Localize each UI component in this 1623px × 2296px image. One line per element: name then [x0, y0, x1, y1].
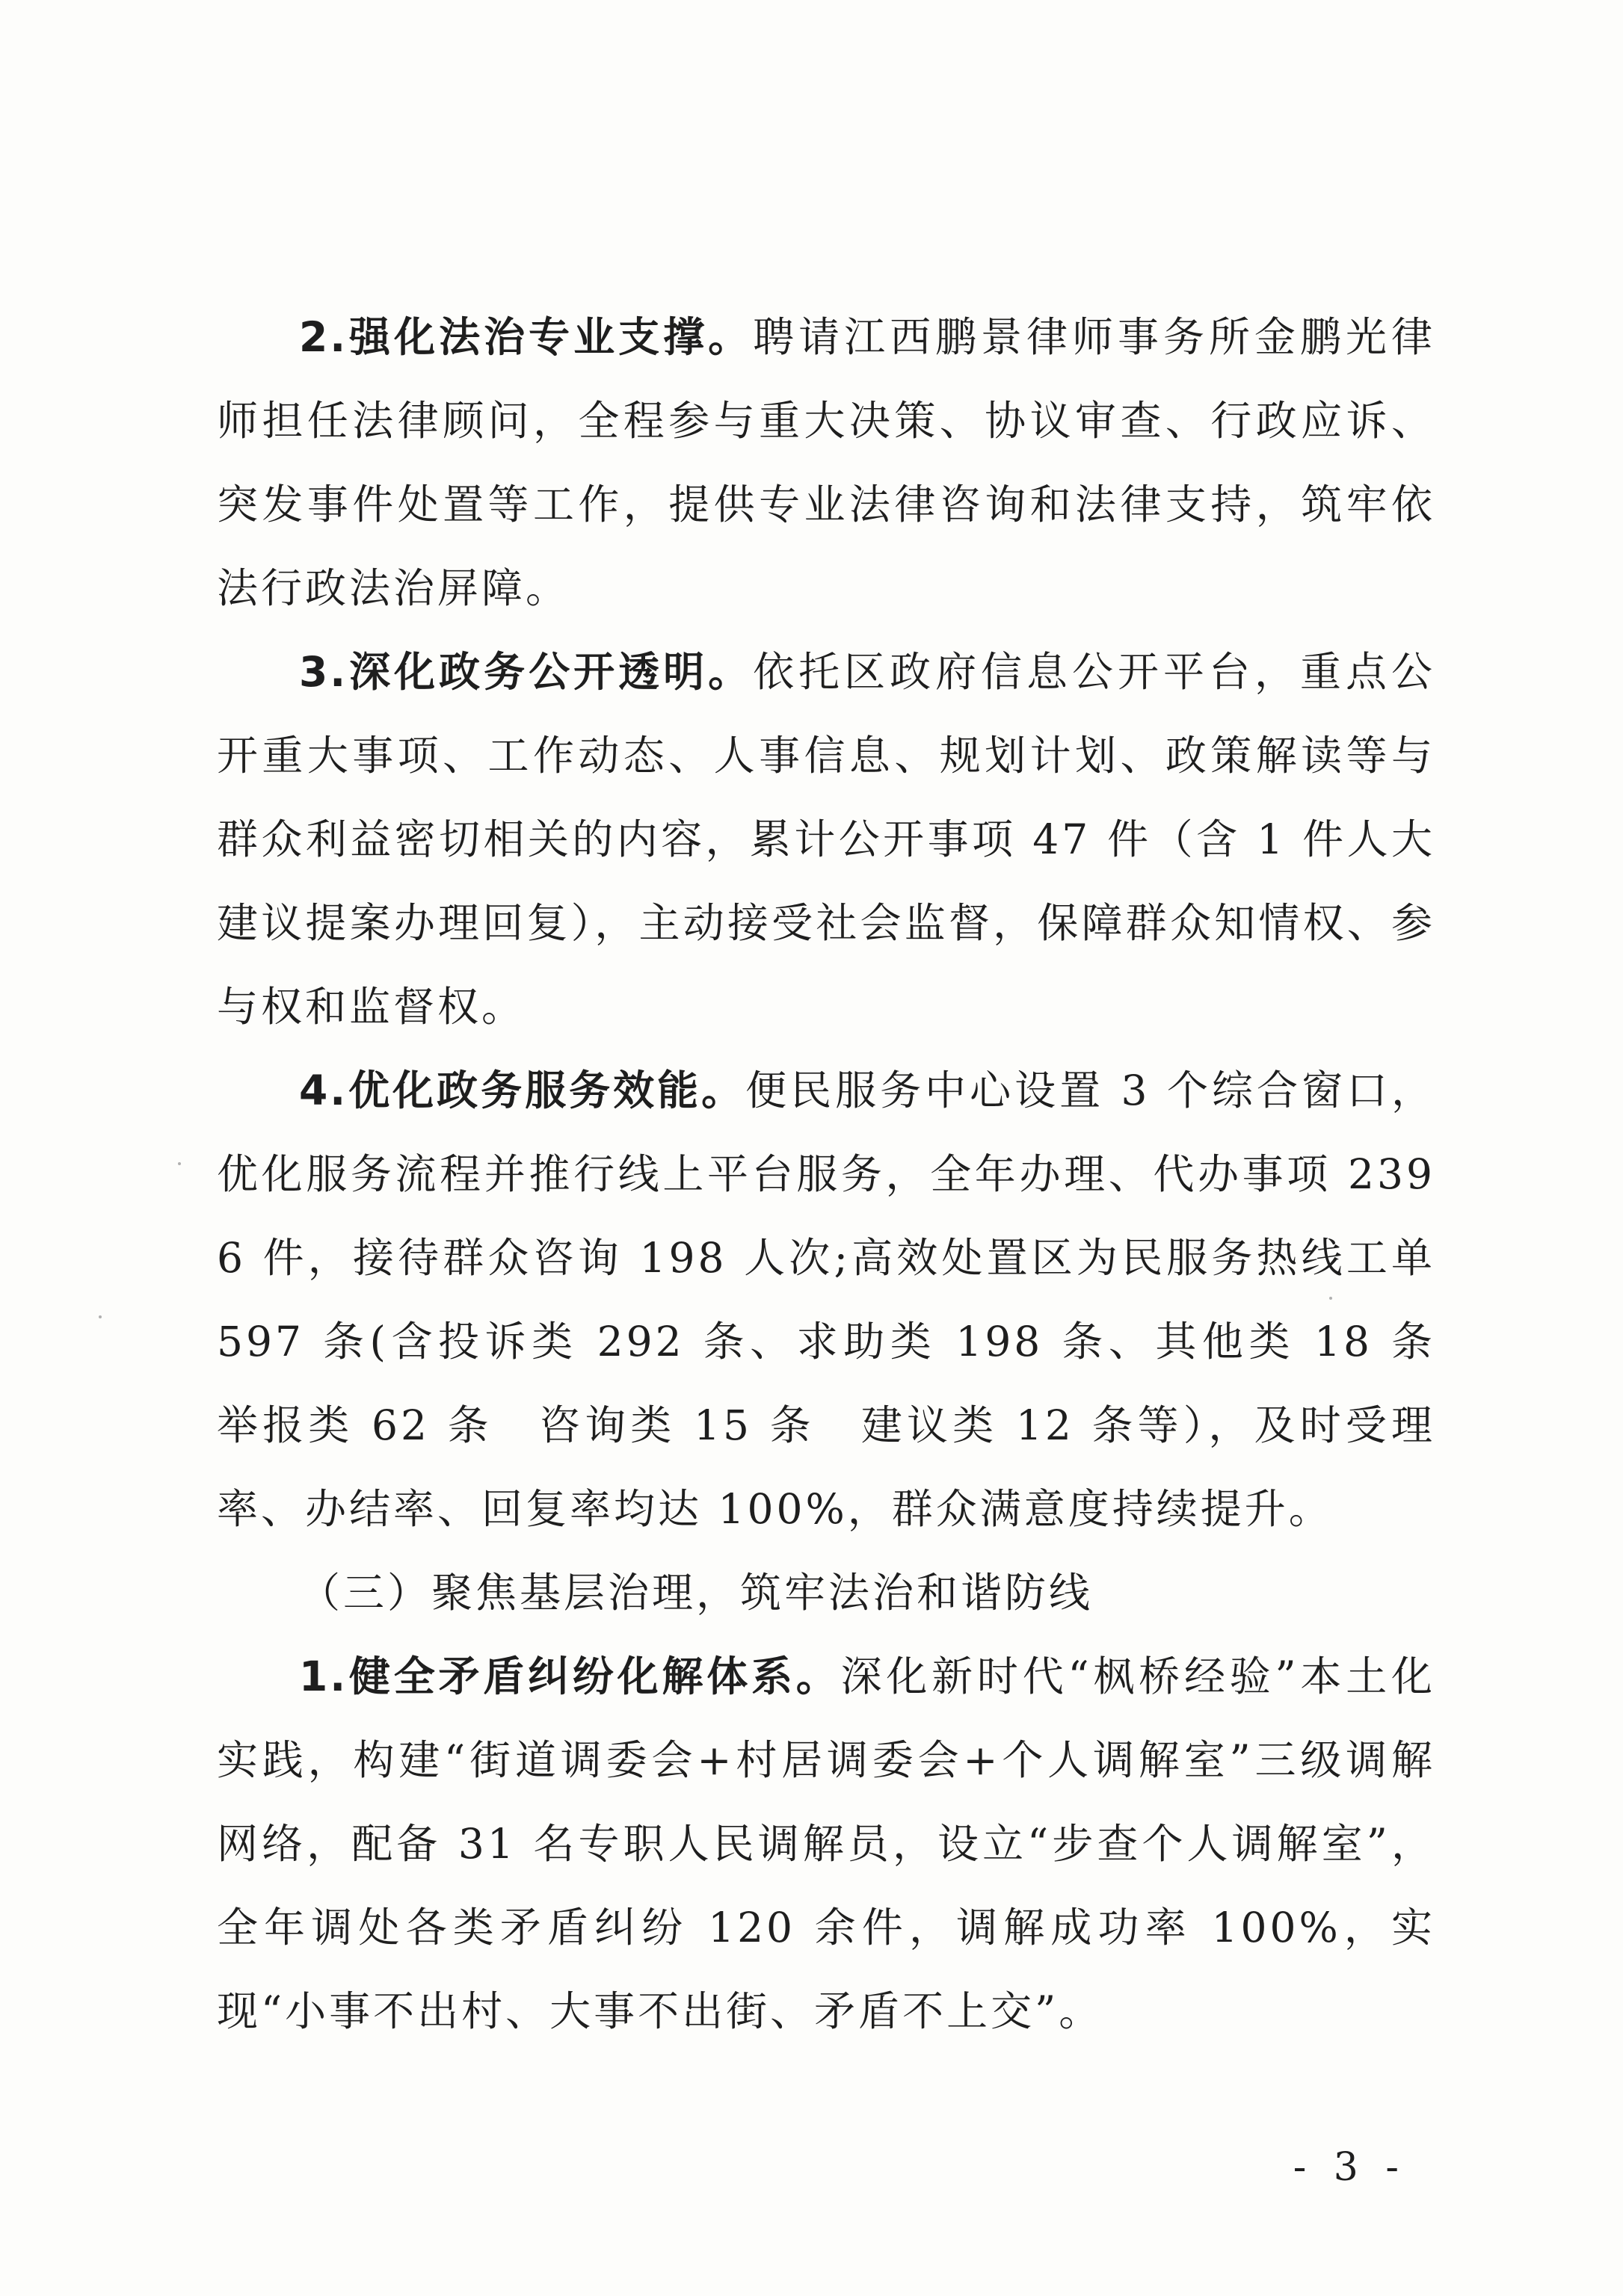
scan-speck — [1329, 1297, 1332, 1300]
scan-speck — [99, 1315, 102, 1318]
page-number: - 3 - — [1293, 2145, 1406, 2190]
paragraph-text: 便民服务中心设置 3 个综合窗口，优化服务流程并推行线上平台服务，全年办理、代办事项 2396 件，接待群众咨询 198 人次;高效处置区为民服务热线工单 597 条(含投诉类 292 条、求助类 198 条、其他类 18 条 举报类 62 条 咨询类 15 条 建议类 12 条等），及时受理率、办结率、回复率均达 100%，群众满意度持续提升。 — [217, 1067, 1480, 1533]
paragraph-text: 深化新时代“枫桥经验”本土化实践，构建“街道调委会+村居调委会+个人调解室”三级调解网络，配备 31 名专职人民调解员，设立“步查个人调解室”，全年调处各类矛盾纠纷 120 余件，调解成功率 100%，实现“小事不出村、大事不出街、矛盾不上交”。 — [217, 1652, 1435, 2035]
paragraph-lead: 2.强化法治专业支撑。 — [299, 313, 754, 361]
paragraph-lead: 4.优化政务服务效能。 — [299, 1067, 746, 1114]
paragraph-text: 依托区政府信息公开平台，重点公开重大事项、工作动态、人事信息、规划计划、政策解读等与群众利益密切相关的内容，累计公开事项 47 件（含 1 件人大建议提案办理回复），主动接受社会监督，保障群众知情权、参与权和监督权。 — [217, 648, 1435, 1031]
paragraph-dispute-resolution — [217, 1635, 1435, 2053]
document-body — [217, 295, 1480, 2053]
paragraph-lead: 3.深化政务公开透明。 — [299, 648, 754, 696]
scan-speck — [178, 1162, 181, 1165]
paragraph-government-transparency — [217, 630, 1435, 1049]
paragraph-lead: 1.健全矛盾纠纷化解体系。 — [299, 1652, 841, 1700]
paragraph-service-efficiency — [217, 1049, 1480, 1551]
paragraph-text: 聘请江西鹏景律师事务所金鹏光律师担任法律顾问，全程参与重大决策、协议审查、行政应诉、突发事件处置等工作，提供专业法律咨询和法律支持，筑牢依法行政法治屏障。 — [217, 313, 1435, 612]
paragraph-legal-support — [217, 295, 1435, 630]
section-heading: （三）聚焦基层治理，筑牢法治和谐防线 — [299, 1569, 1094, 1617]
